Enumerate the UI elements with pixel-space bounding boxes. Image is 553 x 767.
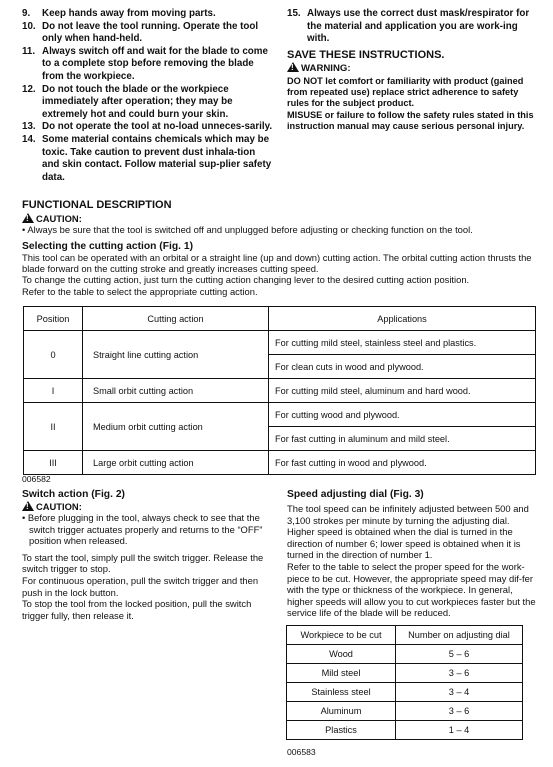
subsection-heading: Speed adjusting dial (Fig. 3) — [287, 489, 424, 500]
table-row: Wood 5 – 6 — [287, 645, 523, 664]
list-item: 14. Some material contains chemicals which may be toxic. Take caution to prevent dust inhala-tion and skin contact. Follow material sup-plier safety data. — [22, 133, 272, 183]
safety-list-left — [22, 8, 274, 184]
caution-label: !CAUTION: — [22, 213, 536, 224]
cutting-action-table — [23, 306, 536, 475]
list-item: 12. Do not touch the blade or the workpiece immediately after operation; they may be extremely hot and could burn your skin. — [22, 83, 233, 120]
paragraph: To change the cutting action, just turn the cutting action changing lever to the desired cutting action position. — [22, 274, 470, 286]
caution-text: • Before plugging in the tool, always check to see that the switch trigger actuates properly and returns to the “OFF” position when released. — [22, 512, 263, 547]
subsection-heading: Switch action (Fig. 2) — [22, 489, 125, 500]
table-header: Workpiece to be cut — [287, 626, 396, 645]
paragraph: To start the tool, simply pull the switch trigger. Release the switch trigger to stop. — [22, 551, 264, 575]
table-row: Stainless steel 3 – 4 — [287, 683, 523, 702]
table-row: I Small orbit cutting action For cutting mild steel, aluminum and hard wood. — [24, 379, 536, 403]
warning-icon — [22, 501, 34, 511]
paragraph: For continuous operation, pull the switch trigger and then push in the lock button. — [22, 574, 259, 598]
figure-code: 006582 — [22, 474, 51, 484]
misuse-text: MISUSE or failure to follow the safety rules stated in this instruction manual may cause serious personal injury. — [287, 109, 534, 131]
caution-text: • Always be sure that the tool is switched off and unplugged before adjusting or checking function on the tool. — [22, 224, 473, 235]
list-item: 15. Always use the correct dust mask/respirator for the material and application you are work-ing with. — [287, 8, 530, 45]
list-item: 9. Keep hands away from moving parts. — [22, 8, 216, 19]
speed-table — [286, 625, 523, 740]
list-item: 11. Always switch off and wait for the blade to come to a complete stop before removing the blade from the workpiece. — [22, 45, 268, 82]
warning-icon — [287, 62, 299, 72]
figure-code: 006583 — [287, 747, 316, 757]
paragraph: The tool speed can be infinitely adjusted between 500 and 3,100 strokes per minute by turning the adjusting dial. Higher speed is obtained when the dial is turned in the direction of number 6; lower speed is obtained when it is turned in the direction of number 1. — [287, 503, 529, 561]
paragraph: Refer to the table to select the proper speed for the work-piece to be cut. However, the appropriate speed may dif-fer with the type or thickness of the workpiece. In general, higher speeds will allow you to cut workpieces faster but the service life of the blade will be reduced. — [287, 560, 536, 619]
list-item: 10. Do not leave the tool running. Operate the tool only when hand-held. — [22, 20, 259, 45]
warning-icon — [22, 213, 34, 223]
subsection-heading: Selecting the cutting action (Fig. 1) — [22, 240, 194, 252]
functional-section — [22, 199, 536, 297]
table-row: Aluminum 3 – 6 — [287, 702, 523, 721]
table-header: Number on adjusting dial — [396, 626, 523, 645]
speed-section — [287, 489, 536, 619]
table-header: Cutting action — [83, 307, 269, 331]
table-header: Applications — [269, 307, 536, 331]
table-row: Plastics 1 – 4 — [287, 721, 523, 740]
table-row: Mild steel 3 – 6 — [287, 664, 523, 683]
table-row: 0 Straight line cutting action For cutting mild steel, stainless steel and plastics. — [24, 331, 536, 355]
paragraph: This tool can be operated with an orbital or a straight line (up and down) cutting action. The orbital cutting action thrusts the blade forward on the cutting stroke and greatly increases cutting speed. — [22, 251, 532, 274]
table-row: For clean cuts in wood and plywood. — [24, 355, 536, 379]
table-row: III Large orbit cutting action For fast cutting in wood and plywood. — [24, 451, 536, 475]
table-header: Position — [24, 307, 83, 331]
warning-block: !WARNING: — [287, 62, 535, 76]
safety-list-right — [287, 8, 535, 132]
table-row: II Medium orbit cutting action For cutting wood and plywood. — [24, 403, 536, 427]
switch-section — [22, 489, 274, 621]
save-instructions-heading: SAVE THESE INSTRUCTIONS. — [287, 48, 445, 61]
warning-text: DO NOT let comfort or familiarity with product (gained from repeated use) replace strict adherence to safety rules for the subject product. — [287, 75, 524, 109]
section-heading: FUNCTIONAL DESCRIPTION — [22, 199, 172, 211]
list-item: 13. Do not operate the tool at no-load unneces-sarily. — [22, 121, 273, 133]
paragraph: To stop the tool from the locked position, pull the switch trigger fully, then release it. — [22, 598, 252, 621]
table-row: For fast cutting in aluminum and mild steel. — [24, 427, 536, 451]
paragraph: Refer to the table to select the appropriate cutting action. — [22, 285, 258, 297]
caution-label: !CAUTION: — [22, 501, 274, 512]
